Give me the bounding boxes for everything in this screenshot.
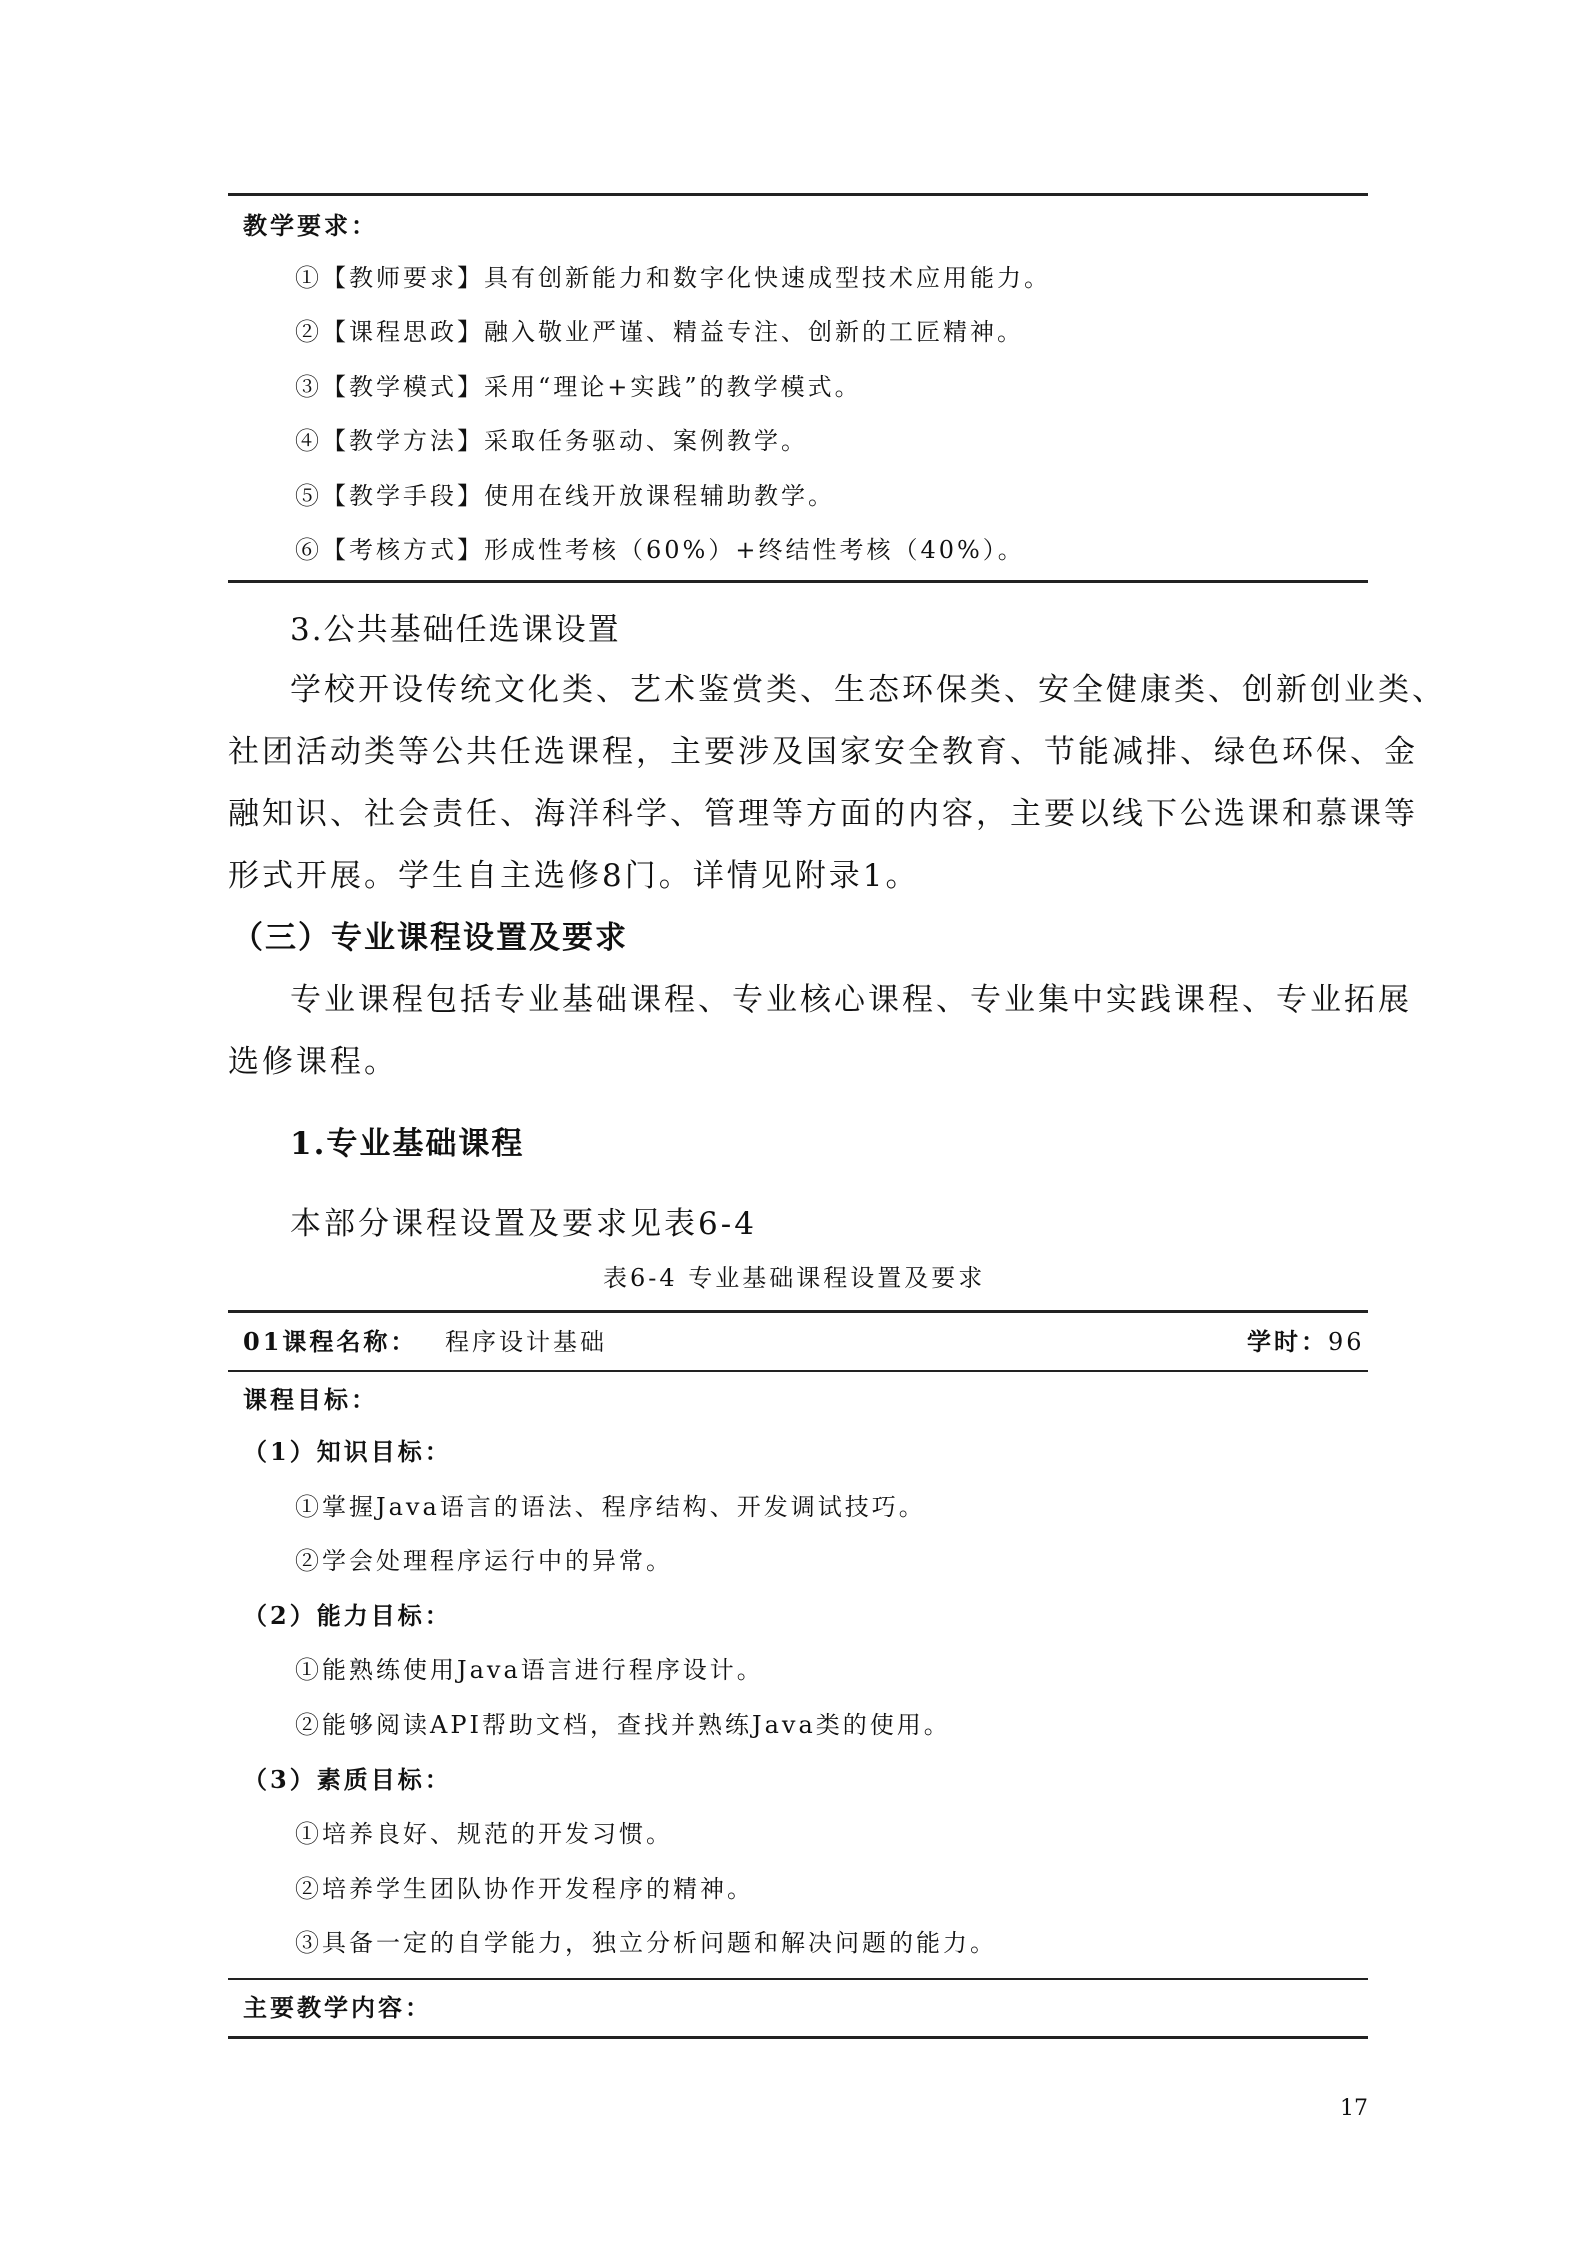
- course-goals-heading: 课程目标：: [243, 1385, 378, 1414]
- requirement-item: ②【课程思政】融入敬业严谨、精益专注、创新的工匠精神。: [295, 318, 1024, 346]
- quality-goal-item: ③具备一定的自学能力，独立分析问题和解决问题的能力。: [295, 1929, 997, 1957]
- paragraph-line: 社团活动类等公共任选课程，主要涉及国家安全教育、节能减排、绿色环保、金: [228, 734, 1418, 770]
- paragraph-line: 学校开设传统文化类、艺术鉴赏类、生态环保类、安全健康类、创新创业类、: [290, 672, 1446, 708]
- course-name-label: 01课程名称：: [243, 1327, 418, 1356]
- table-reference-text: 本部分课程设置及要求见表6-4: [290, 1206, 757, 1242]
- requirement-item: ①【教师要求】具有创新能力和数字化快速成型技术应用能力。: [295, 264, 1051, 292]
- requirement-item: ④【教学方法】采取任务驱动、案例教学。: [295, 427, 808, 455]
- knowledge-goal-item: ①掌握Java语言的语法、程序结构、开发调试技巧。: [295, 1493, 926, 1521]
- main-content-heading: 主要教学内容：: [243, 1993, 432, 2022]
- paragraph-line: 融知识、社会责任、海洋科学、管理等方面的内容，主要以线下公选课和慕课等: [228, 796, 1418, 832]
- top-table-top-border: [228, 193, 1368, 196]
- knowledge-goal-item: ②学会处理程序运行中的异常。: [295, 1547, 673, 1575]
- requirement-item: ⑥【考核方式】形成性考核（60%）+终结性考核（40%）。: [295, 536, 1025, 564]
- course-name-value: 程序设计基础: [445, 1328, 607, 1356]
- course-hours-label: 学时：: [1247, 1327, 1328, 1356]
- paragraph-line: 专业课程包括专业基础课程、专业核心课程、专业集中实践课程、专业拓展: [290, 982, 1412, 1018]
- table-bottom-border: [228, 2036, 1368, 2039]
- table-top-border: [228, 1310, 1368, 1313]
- paragraph-line: 选修课程。: [228, 1044, 398, 1080]
- table-header-divider: [228, 1370, 1368, 1372]
- course-hours: [1247, 1322, 1365, 1357]
- quality-goals-heading: （3）素质目标：: [243, 1765, 452, 1794]
- table-caption: 表6-4 专业基础课程设置及要求: [603, 1264, 986, 1292]
- quality-goal-item: ①培养良好、规范的开发习惯。: [295, 1820, 673, 1848]
- paragraph-line: 形式开展。学生自主选修8门。详情见附录1。: [228, 858, 920, 894]
- table-content-divider: [228, 1978, 1368, 1980]
- ability-goal-item: ②能够阅读API帮助文档，查找并熟练Java类的使用。: [295, 1711, 951, 1739]
- requirement-item: ⑤【教学手段】使用在线开放课程辅助教学。: [295, 482, 835, 510]
- part-title-professional-courses: （三）专业课程设置及要求: [232, 920, 628, 956]
- top-table-bottom-border: [228, 580, 1368, 583]
- knowledge-goals-heading: （1）知识目标：: [243, 1437, 452, 1466]
- quality-goal-item: ②培养学生团队协作开发程序的精神。: [295, 1875, 754, 1903]
- ability-goal-item: ①能熟练使用Java语言进行程序设计。: [295, 1656, 764, 1684]
- page-number: 17: [1340, 2096, 1368, 2121]
- subsection-title-basic-courses: 1.专业基础课程: [290, 1126, 525, 1162]
- ability-goals-heading: （2）能力目标：: [243, 1601, 452, 1630]
- requirement-item: ③【教学模式】采用“理论+实践”的教学模式。: [295, 373, 862, 401]
- section-title-elective-courses: 3.公共基础任选课设置: [290, 612, 621, 648]
- course-hours-value: 96: [1328, 1328, 1365, 1356]
- teaching-requirements-heading: 教学要求：: [243, 211, 378, 240]
